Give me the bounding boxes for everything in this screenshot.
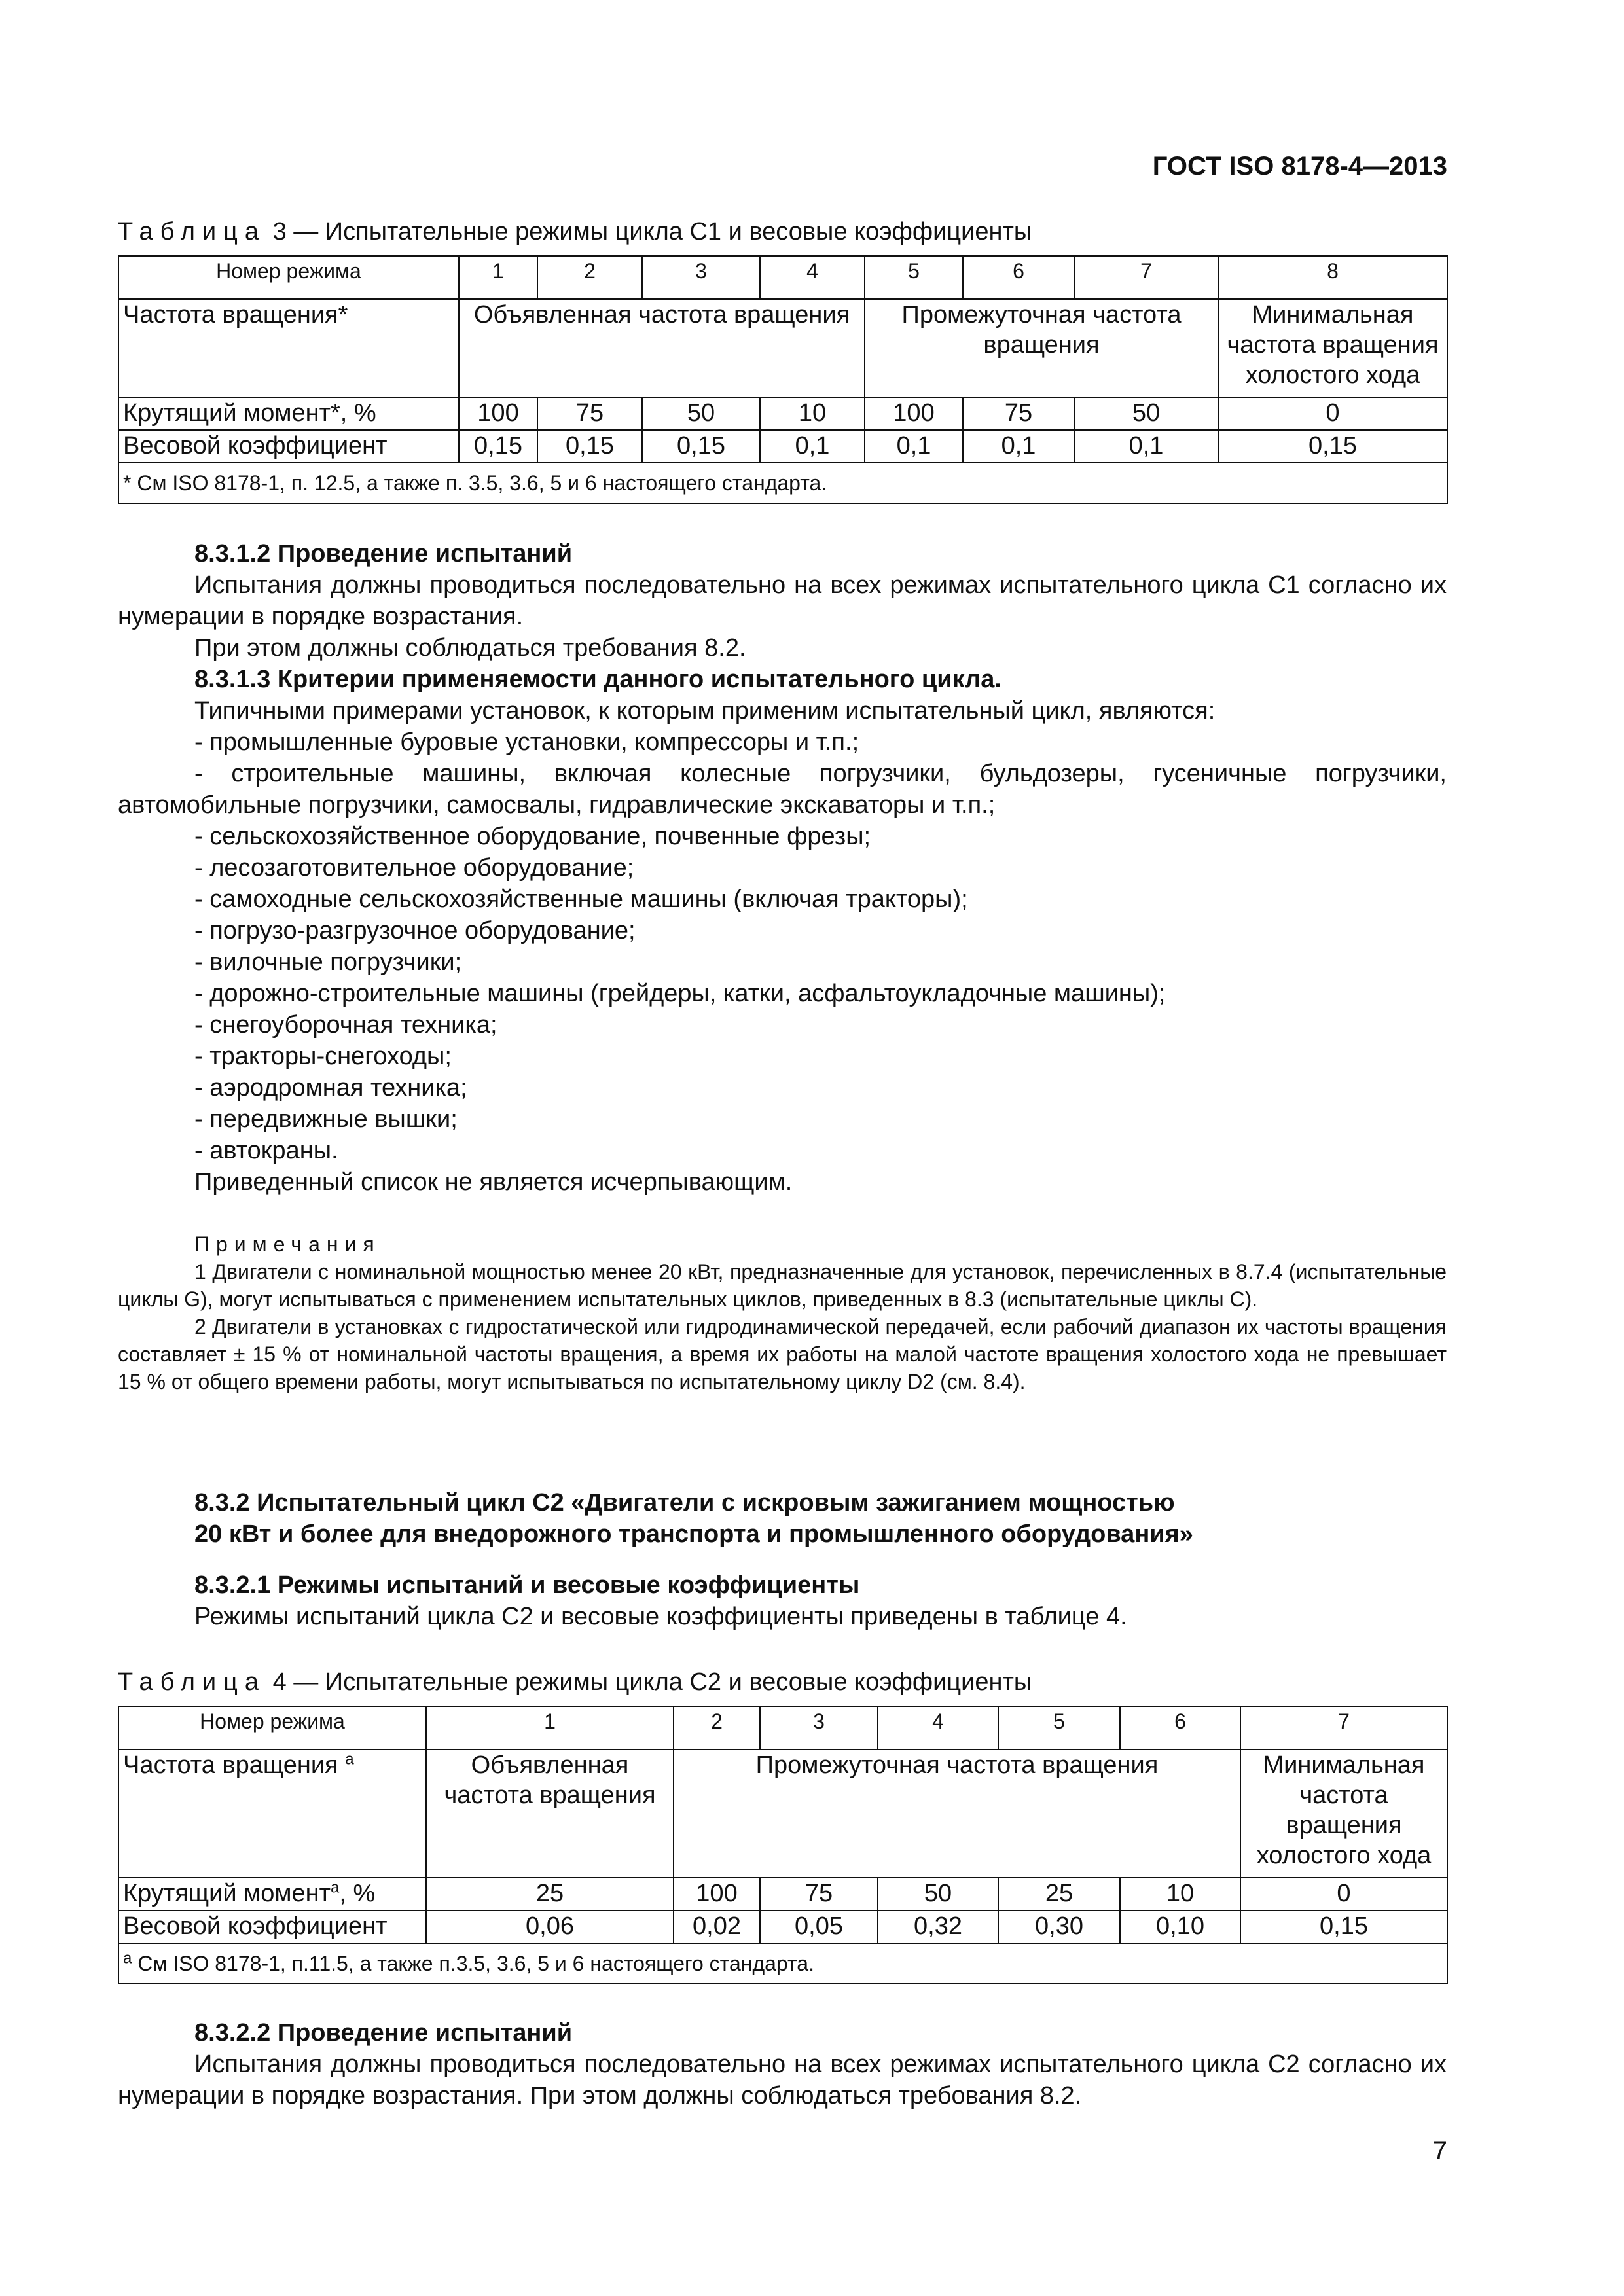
table3-weight-cell: 0,15 (459, 430, 537, 463)
table4-mode-cell: 3 (760, 1706, 878, 1749)
table3-mode-cell: 6 (963, 256, 1074, 299)
table4-weight-label: Весовой коэффициент (118, 1910, 426, 1943)
table3-footnote: * См ISO 8178-1, п. 12.5, а также п. 3.5, 3.6, 5 и 6 настоящего стандарта. (118, 463, 1447, 503)
section-heading: 8.3.2 Испытательный цикл C2 «Двигатели с искровым зажиганием мощностью (194, 1489, 1175, 1516)
footnote-marker: a (331, 1878, 340, 1897)
table4-speed-label (118, 1749, 426, 1878)
list-item: - аэродромная техника; (194, 1074, 467, 1102)
table4-weight-cell: 0,10 (1120, 1910, 1240, 1943)
list-item: - снегоуборочная техника; (194, 1011, 497, 1039)
table4-mode-cell: 1 (426, 1706, 674, 1749)
table4-weight-cell: 0,06 (426, 1910, 674, 1943)
section-8312-8313 (118, 538, 1447, 1198)
table3-torque-cell: 0 (1218, 397, 1447, 430)
table3-caption-text: 3 — Испытательные режимы цикла C1 и весовые коэффициенты (272, 218, 1032, 245)
table4-weight-row (118, 1910, 1447, 1943)
table3-mode-cell: 2 (537, 256, 642, 299)
table3-weight-row (118, 430, 1447, 463)
table3-weight-cell: 0,1 (1074, 430, 1218, 463)
table3-mode-cell: 4 (760, 256, 865, 299)
table3-weight-cell: 0,15 (642, 430, 760, 463)
table4-torque-cell: 50 (878, 1878, 998, 1910)
section-832 (118, 1487, 1447, 1550)
table4-speed-row (118, 1749, 1447, 1878)
notes-heading: Примечания (194, 1232, 381, 1256)
page-number: 7 (1432, 2136, 1447, 2165)
table4-mode-cell: 5 (998, 1706, 1120, 1749)
table4-weight-cell: 0,30 (998, 1910, 1120, 1943)
table4-torque-label-text: Крутящий момент (123, 1880, 331, 1907)
table4-footnote (118, 1943, 1447, 1984)
paragraph: Режимы испытаний цикла C2 и весовые коэффициенты приведены в таблице 4. (194, 1603, 1127, 1630)
table4-torque-cell: 25 (998, 1878, 1120, 1910)
table3-speed-row (118, 299, 1447, 397)
table3-caption-word: Таблица (118, 218, 266, 245)
table4-speed-group: Объявленная частота вращения (426, 1749, 674, 1878)
table3 (118, 255, 1448, 504)
table4-torque-cell: 25 (426, 1878, 674, 1910)
section-heading: 8.3.1.3 Критерии применяемости данного испытательного цикла. (194, 666, 1001, 693)
paragraph: При этом должны соблюдаться требования 8.2. (194, 634, 746, 662)
table3-torque-cell: 50 (1074, 397, 1218, 430)
table3-mode-cell: 7 (1074, 256, 1218, 299)
table4-torque-row (118, 1878, 1447, 1910)
document-code: ГОСТ ISO 8178-4—2013 (1152, 152, 1447, 181)
table3-weight-cell: 0,15 (1218, 430, 1447, 463)
section-heading: 8.3.2.1 Режимы испытаний и весовые коэффициенты (194, 1571, 860, 1599)
table4-torque-cell: 10 (1120, 1878, 1240, 1910)
table3-torque-cell: 75 (963, 397, 1074, 430)
table4-speed-group: Минимальная частота вращения холостого хода (1240, 1749, 1447, 1878)
section-heading: 8.3.2.2 Проведение испытаний (194, 2019, 573, 2047)
list-item: - промышленные буровые установки, компрессоры и т.п.; (194, 728, 859, 756)
table4-mode-row (118, 1706, 1447, 1749)
table4-mode-label: Номер режима (118, 1706, 426, 1749)
table4-caption (118, 1666, 1032, 1698)
table3-torque-cell: 100 (459, 397, 537, 430)
table3-mode-cell: 8 (1218, 256, 1447, 299)
note-item: 1 Двигатели с номинальной мощностью менее 20 кВт, предназначенные для установок, перечисленных в 8.7.4 (испытательные циклы G), могут испытываться с применением испытательных циклов, приведенных в 8.3 (испытательные циклы C). (118, 1260, 1447, 1311)
table4-mode-cell: 6 (1120, 1706, 1240, 1749)
notes-block (118, 1230, 1447, 1395)
table4-caption-text: 4 — Испытательные режимы цикла C2 и весовые коэффициенты (272, 1668, 1032, 1696)
table4-torque-cell: 0 (1240, 1878, 1447, 1910)
table4-footnote-row (118, 1943, 1447, 1984)
table4-footnote-text: См ISO 8178-1, п.11.5, а также п.3.5, 3.6, 5 и 6 настоящего стандарта. (137, 1952, 814, 1975)
table3-mode-row (118, 256, 1447, 299)
table4-speed-group: Промежуточная частота вращения (674, 1749, 1240, 1878)
table3-weight-cell: 0,1 (963, 430, 1074, 463)
table3-mode-cell: 1 (459, 256, 537, 299)
table3-weight-cell: 0,15 (537, 430, 642, 463)
footnote-marker: a (123, 1949, 132, 1967)
list-item: - передвижные вышки; (194, 1105, 458, 1133)
table4-torque-label (118, 1878, 426, 1910)
note-item: 2 Двигатели в установках с гидростатической или гидродинамической передачей, если рабочий диапазон их частоты вращения составляет ± 15 % от номинальной частоты вращения, а время их работы на малой частоте вращения холостого хода не превышает 15 % от общего времени работы, могут испытываться по испытательному циклу D2 (см. 8.4). (118, 1315, 1447, 1393)
footnote-marker: a (345, 1750, 354, 1768)
paragraph: Приведенный список не является исчерпывающим. (194, 1168, 793, 1196)
table3-torque-row (118, 397, 1447, 430)
table4-weight-cell: 0,05 (760, 1910, 878, 1943)
list-item: - самоходные сельскохозяйственные машины (включая тракторы); (194, 886, 968, 913)
paragraph: Испытания должны проводиться последовательно на всех режимах испытательного цикла C2 согласно их нумерации в порядке возрастания. При этом должны соблюдаться требования 8.2. (118, 2051, 1447, 2109)
table4 (118, 1706, 1448, 1984)
table3-mode-label: Номер режима (118, 256, 459, 299)
table3-speed-group: Минимальная частота вращения холостого хода (1218, 299, 1447, 397)
table3-torque-cell: 10 (760, 397, 865, 430)
table3-weight-cell: 0,1 (865, 430, 963, 463)
list-item: - строительные машины, включая колесные погрузчики, бульдозеры, гусеничные погрузчики, автомобильные погрузчики, самосвалы, гидравлические экскаваторы и т.п.; (118, 760, 1447, 819)
paragraph: Испытания должны проводиться последовательно на всех режимах испытательного цикла C1 согласно их нумерации в порядке возрастания. (118, 571, 1447, 630)
table4-torque-unit: , % (339, 1880, 376, 1907)
table4-speed-label-text: Частота вращения (123, 1751, 338, 1779)
table4-torque-cell: 100 (674, 1878, 760, 1910)
table3-torque-cell: 75 (537, 397, 642, 430)
table3-caption (118, 216, 1032, 247)
list-item: - сельскохозяйственное оборудование, почвенные фрезы; (194, 823, 871, 850)
list-item: - лесозаготовительное оборудование; (194, 854, 634, 882)
section-heading: 8.3.1.2 Проведение испытаний (194, 540, 573, 567)
table3-torque-label: Крутящий момент*, % (118, 397, 459, 430)
table3-weight-cell: 0,1 (760, 430, 865, 463)
table3-mode-cell: 3 (642, 256, 760, 299)
list-item: - тракторы-снегоходы; (194, 1043, 452, 1070)
table3-mode-cell: 5 (865, 256, 963, 299)
table4-torque-cell: 75 (760, 1878, 878, 1910)
list-item: - дорожно-строительные машины (грейдеры, катки, асфальтоукладочные машины); (194, 980, 1166, 1007)
table4-mode-cell: 4 (878, 1706, 998, 1749)
table4-weight-cell: 0,15 (1240, 1910, 1447, 1943)
section-heading: 20 кВт и более для внедорожного транспорта и промышленного оборудования» (194, 1520, 1193, 1548)
list-item: - вилочные погрузчики; (194, 948, 462, 976)
table3-speed-group: Объявленная частота вращения (459, 299, 865, 397)
list-item: - погрузо-разгрузочное оборудование; (194, 917, 636, 944)
table4-caption-word: Таблица (118, 1668, 266, 1696)
table3-weight-label: Весовой коэффициент (118, 430, 459, 463)
table4-weight-cell: 0,32 (878, 1910, 998, 1943)
table3-footnote-row (118, 463, 1447, 503)
table4-weight-cell: 0,02 (674, 1910, 760, 1943)
paragraph: Типичными примерами установок, к которым применим испытательный цикл, являются: (194, 697, 1216, 725)
table4-mode-cell: 2 (674, 1706, 760, 1749)
table3-torque-cell: 100 (865, 397, 963, 430)
table3-torque-cell: 50 (642, 397, 760, 430)
table3-speed-label: Частота вращения* (118, 299, 459, 397)
section-8321 (118, 1570, 1447, 1632)
table4-mode-cell: 7 (1240, 1706, 1447, 1749)
section-8322 (118, 2017, 1447, 2111)
table3-speed-group: Промежуточная частота вращения (865, 299, 1218, 397)
list-item: - автокраны. (194, 1137, 338, 1164)
